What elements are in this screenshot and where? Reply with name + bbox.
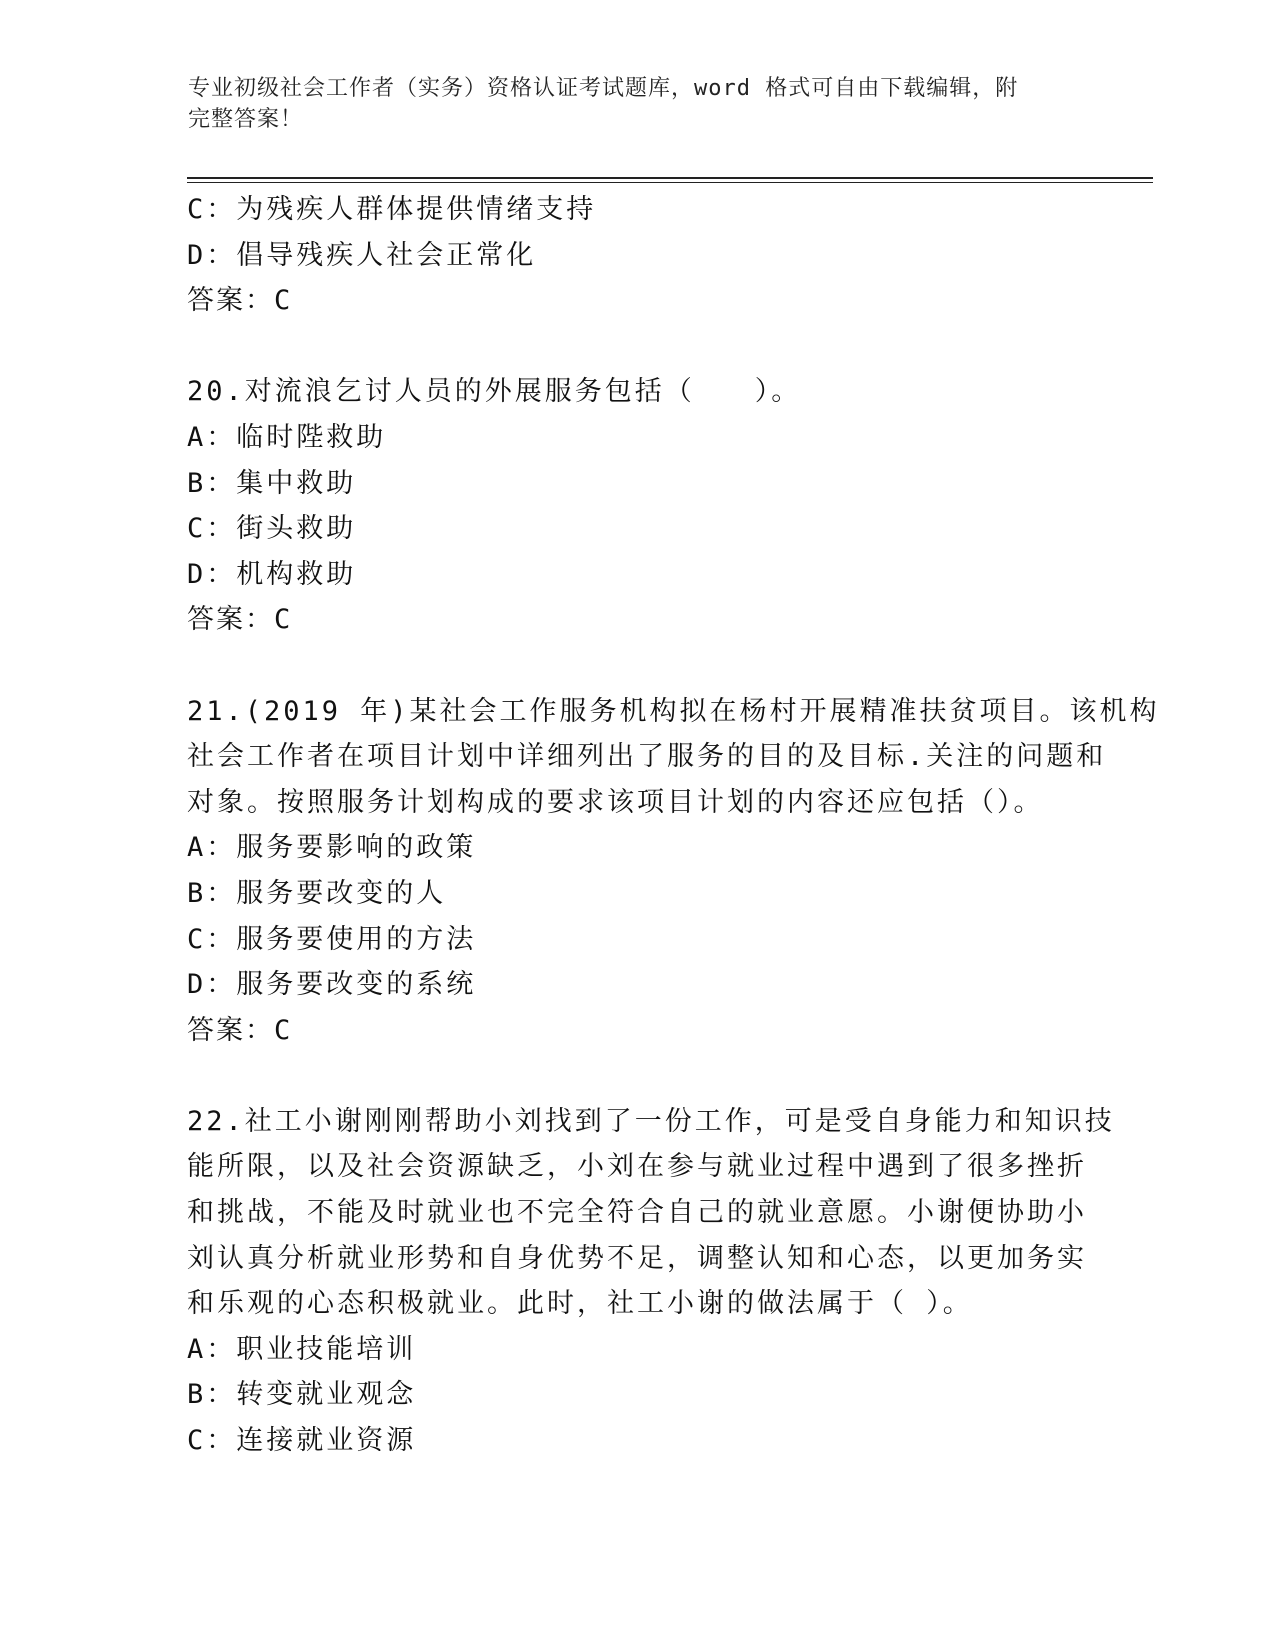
question-stem-line-4: 刘认真分析就业形势和自身优势不足，调整认知和心态，以更加务实 — [187, 1242, 1087, 1274]
question-stem-line-2: 社会工作者在项目计划中详细列出了服务的目的及目标.关注的问题和 — [187, 741, 1107, 773]
answer — [187, 278, 1087, 324]
header-line-1: 专业初级社会工作者（实务）资格认证考试题库，word 格式可自由下载编辑，附 — [188, 76, 1019, 101]
option-d: D：机构救助 — [187, 558, 357, 590]
header-line-2: 完整答案！ — [188, 107, 304, 132]
option-a: A：临时陛救助 — [187, 421, 387, 453]
answer — [187, 597, 1087, 643]
answer-label: 答案： — [187, 604, 274, 636]
option-d: D：服务要改变的系统 — [187, 969, 477, 1001]
option-d: D：倡导残疾人社会正常化 — [187, 239, 537, 271]
question-stem-line-3: 对象。按照服务计划构成的要求该项目计划的内容还应包括（）。 — [187, 786, 1044, 818]
option-c: C：服务要使用的方法 — [187, 923, 477, 955]
page-header — [188, 73, 1068, 135]
question-19-tail — [187, 187, 1087, 324]
option-b: B：集中救助 — [187, 467, 357, 499]
answer-value: C — [274, 285, 293, 317]
answer-label: 答案： — [187, 285, 274, 317]
question-stem-line-5: 和乐观的心态积极就业。此时，社工小谢的做法属于（ ）。 — [187, 1288, 973, 1320]
question-21 — [187, 689, 1160, 1054]
answer-label: 答案： — [187, 1014, 274, 1046]
header-rule-thick — [187, 177, 1153, 179]
answer-value: C — [274, 604, 293, 636]
question-stem-line-1: 22.社工小谢刚刚帮助小刘找到了一份工作，可是受自身能力和知识技 — [187, 1105, 1115, 1137]
answer — [187, 1008, 1087, 1054]
question-20 — [187, 369, 1087, 643]
question-stem-line-1: 21.(2019 年)某社会工作服务机构拟在杨村开展精准扶贫项目。该机构 — [187, 695, 1160, 727]
answer-value: C — [274, 1014, 293, 1046]
question-stem-line-2: 能所限，以及社会资源缺乏，小刘在参与就业过程中遇到了很多挫折 — [187, 1151, 1087, 1183]
header-rule-thin — [187, 182, 1153, 183]
question-stem: 20.对流浪乞讨人员的外展服务包括（ ）。 — [187, 376, 802, 408]
question-list — [187, 187, 1160, 1464]
option-c: C：连接就业资源 — [187, 1425, 417, 1457]
question-stem-line-3: 和挑战，不能及时就业也不完全符合自己的就业意愿。小谢便协助小 — [187, 1197, 1087, 1229]
option-a: A：职业技能培训 — [187, 1333, 417, 1365]
option-a: A：服务要影响的政策 — [187, 832, 477, 864]
option-b: B：服务要改变的人 — [187, 877, 447, 909]
question-22 — [187, 1099, 1115, 1464]
option-c: C：为残疾人群体提供情绪支持 — [187, 194, 597, 225]
option-b: B：转变就业观念 — [187, 1379, 417, 1411]
option-c: C：街头救助 — [187, 513, 357, 545]
